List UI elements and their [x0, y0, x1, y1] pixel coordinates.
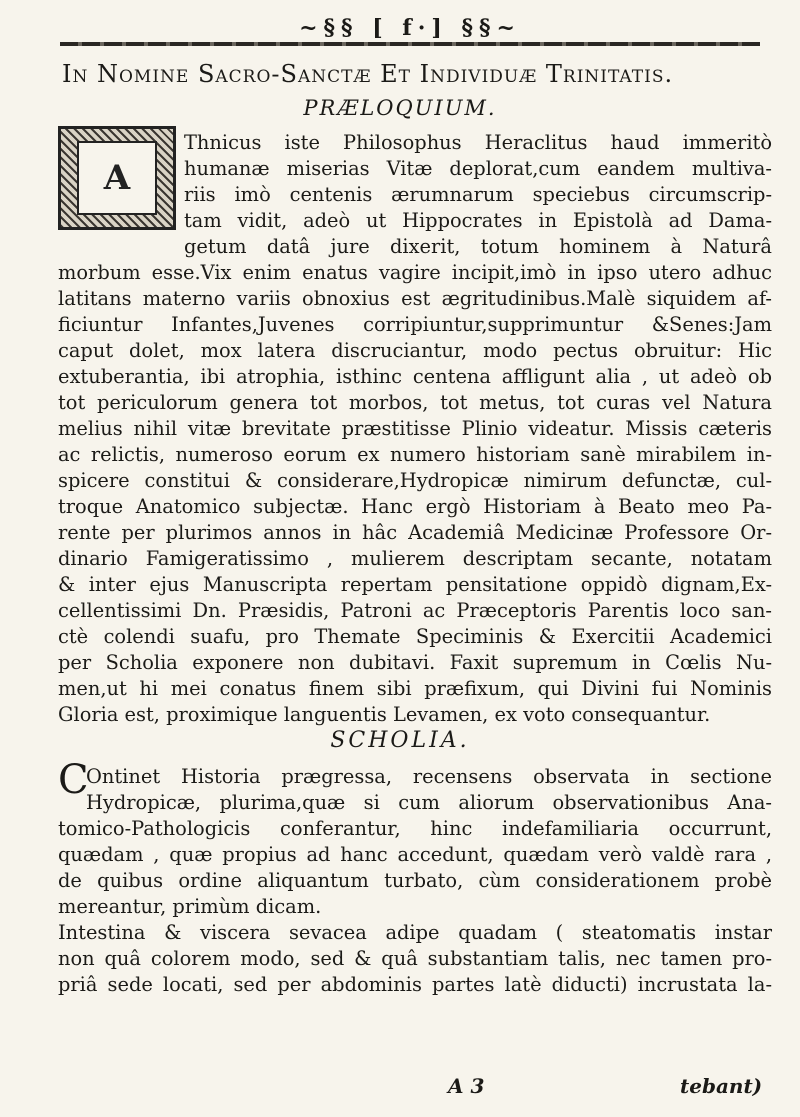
text-line: non quâ colorem modo, sed & quâ substantiam talis, nec tamen pro-: [58, 947, 772, 970]
text-line: rente per plurimos annos in hâc Academiâ Medicinæ Professore Or-: [58, 521, 772, 544]
text-line: & inter ejus Manuscripta repertam pensitatione oppidò dignam,Ex-: [58, 573, 772, 596]
text-line: quædam , quæ propius ad hanc accedunt, quædam verò valdè rara ,: [58, 843, 772, 866]
text-line: dinario Famigeratissimo , mulierem descriptam secante, notatam: [58, 547, 772, 570]
text-line: tam vidit, adeò ut Hippocrates in Epistolà ad Dama-: [184, 209, 772, 232]
ornament-rule: [60, 42, 760, 46]
text-line: humanæ miserias Vitæ deplorat,cum eandem multiva-: [184, 157, 772, 180]
section-title-scholia: SCHOLIA.: [330, 728, 470, 753]
text-line: morbum esse.Vix enim enatus vagire incipit,imò in ipso utero adhuc: [58, 261, 772, 284]
text-line: Thnicus iste Philosophus Heraclitus haud immeritò: [184, 131, 772, 154]
scholia-initial-letter: C: [58, 757, 89, 803]
text-line: spicere constitui & considerare,Hydropicæ nimirum defunctæ, cul-: [58, 469, 772, 492]
text-line: Gloria est, proximique languentis Levamen, ex voto consequantur.: [58, 703, 711, 726]
decorated-initial-letter: A: [77, 141, 157, 215]
text-line: riis imò centenis ærumnarum speciebus circumscrip-: [184, 183, 772, 206]
text-line: getum datâ jure dixerit, totum hominem à Naturâ: [184, 235, 772, 258]
text-line: Intestina & viscera sevacea adipe quadam ( steatomatis instar: [58, 921, 772, 944]
text-line: men,ut hi mei conatus finem sibi præfixum, qui Divini fui Nominis: [58, 677, 772, 700]
text-line: priâ sede locati, sed per abdominis partes latè diducti) incrustata la-: [58, 973, 772, 996]
text-line: Hydropicæ, plurima,quæ si cum aliorum observationibus Ana-: [86, 791, 772, 814]
page-heading: In Nomine Sacro-Sanctæ Et Individuæ Trinitatis.: [62, 60, 674, 88]
text-line: ctè colendi suafu, pro Themate Speciminis & Exercitii Academici: [58, 625, 772, 648]
text-line: caput dolet, mox latera discruciantur, modo pectus obruitur: Hic: [58, 339, 772, 362]
ornament-glyphs: ~§§ [ f·] §§~: [289, 15, 531, 41]
text-line: tot periculorum genera tot morbos, tot metus, tot curas vel Natura: [58, 391, 772, 414]
header-ornament: [60, 8, 760, 48]
text-line: ficiuntur Infantes,Juvenes corripiuntur,supprimuntur &Senes:Jam: [58, 313, 772, 336]
text-line: melius nihil vitæ brevitate præstitisse Plinio videatur. Missis cæteris: [58, 417, 772, 440]
text-line: tomico-Pathologicis conferantur, hinc indefamiliaria occurrunt,: [58, 817, 772, 840]
signature-mark: A 3: [448, 1074, 485, 1098]
praeloquium-text: [58, 130, 772, 728]
text-line: troque Anatomico subjectæ. Hanc ergò Historiam à Beato meo Pa-: [58, 495, 772, 518]
page-footer: [0, 1074, 800, 1104]
text-line: extuberantia, ibi atrophia, isthinc centena affligunt alia , ut adeò ob: [58, 365, 772, 388]
section-title-praeloquium: PRÆLOQUIUM.: [303, 96, 497, 120]
catchword: tebant): [680, 1074, 763, 1098]
text-line: cellentissimi Dn. Præsidis, Patroni ac Præceptoris Parentis loco san-: [58, 599, 772, 622]
text-line: de quibus ordine aliquantum turbato, cùm considerationem probè: [58, 869, 772, 892]
text-line: mereantur, primùm dicam.: [58, 895, 322, 918]
text-line: Ontinet Historia prægressa, recensens observata in sectione: [86, 765, 772, 788]
text-line: ac relictis, numeroso eorum ex numero historiam sanè mirabilem in-: [58, 443, 772, 466]
text-line: per Scholia exponere non dubitavi. Faxit supremum in Cœlis Nu-: [58, 651, 772, 674]
scholia-text: [58, 764, 772, 998]
text-line: latitans materno variis obnoxius est ægritudinibus.Malè siquidem af-: [58, 287, 772, 310]
